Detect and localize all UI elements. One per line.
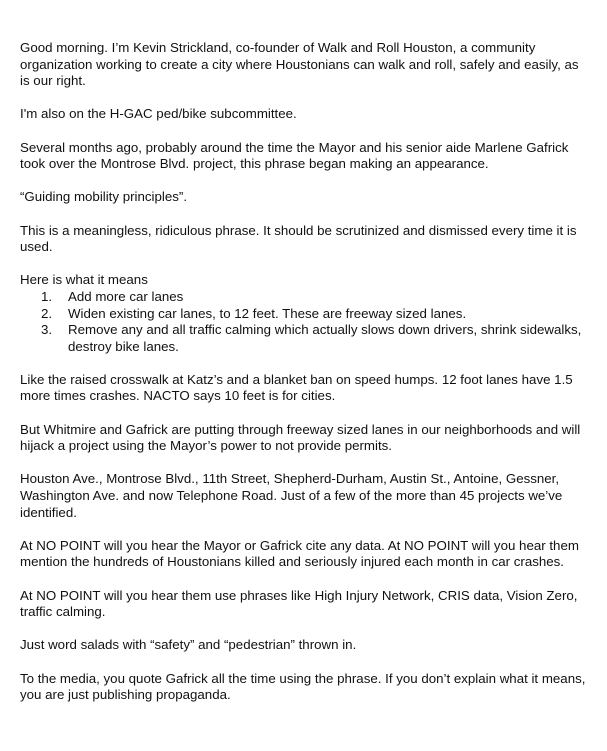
list-item-text: Add more car lanes <box>68 288 184 304</box>
paragraph-list-intro: Here is what it means <box>20 272 148 288</box>
paragraph-background: Several months ago, probably around the time the Mayor and his senior aide Marlene Gafrick took over the Montrose Blvd. project, this phrase began making an appearance. <box>20 139 569 172</box>
list-item <box>20 289 590 306</box>
meaning-list <box>20 289 590 355</box>
list-item <box>20 306 590 323</box>
list-item <box>20 322 590 355</box>
paragraph-no-phrases: At NO POINT will you hear them use phrases like High Injury Network, CRIS data, Vision Zero, traffic calming. <box>20 587 578 620</box>
paragraph-phrase: “Guiding mobility principles”. <box>20 189 188 205</box>
paragraph-media: To the media, you quote Gafrick all the time using the phrase. If you don’t explain what it means, you are just publishing propaganda. <box>20 670 586 703</box>
paragraph-word-salads: Just word salads with “safety” and “pedestrian” thrown in. <box>20 637 357 653</box>
document-body <box>20 40 590 720</box>
paragraph-crosswalk: Like the raised crosswalk at Katz’s and a blanket ban on speed humps. 12 foot lanes have 1.5 more times crashes. NACTO says 10 feet is for cities. <box>20 371 573 404</box>
list-item-number: 1. <box>41 288 53 304</box>
paragraph-no-data: At NO POINT will you hear the Mayor or Gafrick cite any data. At NO POINT will you hear them mention the hundreds of Houstonians killed and seriously injured each month in car crashes. <box>20 537 579 570</box>
paragraph-subcommittee: I'm also on the H-GAC ped/bike subcommittee. <box>20 106 297 122</box>
paragraph-intro: Good morning. I’m Kevin Strickland, co-founder of Walk and Roll Houston, a community organization working to create a city where Houstonians can walk and roll, safely and easily, as is our right. <box>20 40 579 89</box>
paragraph-freeway-lanes: But Whitmire and Gafrick are putting through freeway sized lanes in our neighborhoods and will hijack a project using the Mayor’s power to not provide permits. <box>20 421 581 454</box>
list-item-text: Widen existing car lanes, to 12 feet. These are freeway sized lanes. <box>68 305 467 321</box>
list-item-text: Remove any and all traffic calming which actually slows down drivers, shrink sidewalks, destroy bike lanes. <box>68 322 582 354</box>
list-item-number: 2. <box>41 305 53 321</box>
list-item-number: 3. <box>41 322 53 338</box>
paragraph-meaningless: This is a meaningless, ridiculous phrase. It should be scrutinized and dismissed every time it is used. <box>20 222 577 255</box>
paragraph-projects: Houston Ave., Montrose Blvd., 11th Street, Shepherd-Durham, Austin St., Antoine, Gessner, Washington Ave. and now Telephone Road. Just of a few of the more than 45 projects we’ve identified. <box>20 471 563 520</box>
